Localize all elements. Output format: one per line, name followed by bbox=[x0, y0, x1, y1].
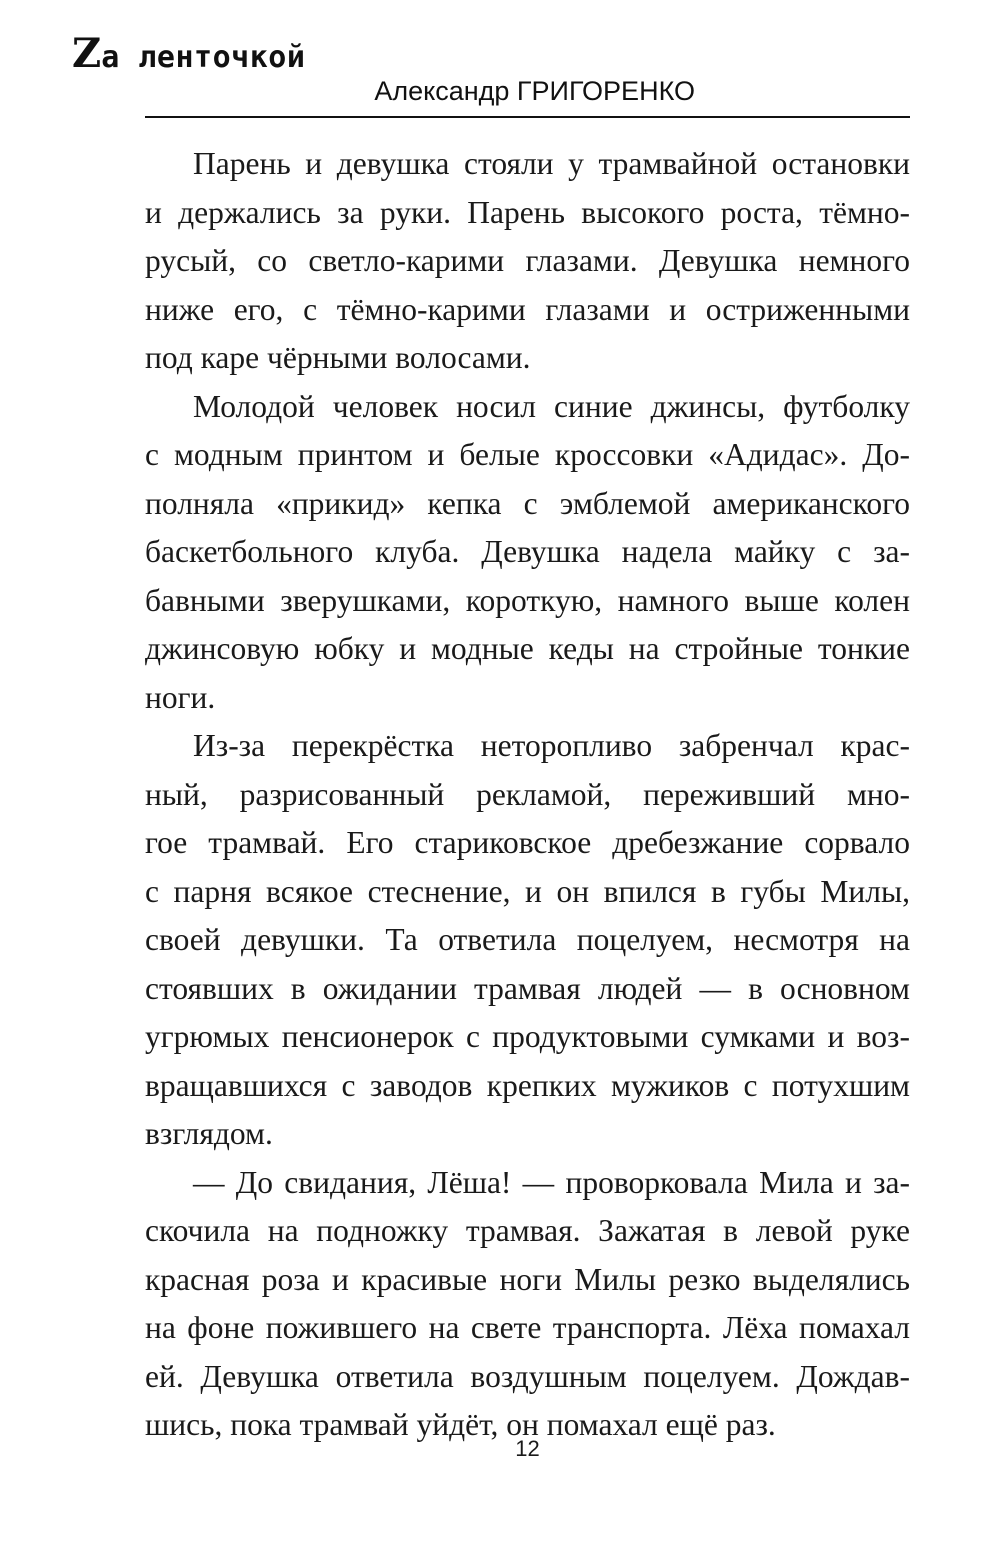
text-line: угрюмых пенсионерок с продуктовыми сумками и воз- bbox=[145, 1019, 910, 1054]
book-title-rest: а ленточкой bbox=[101, 40, 306, 75]
text-line: Из-за перекрёстка неторопливо забренчал крас- bbox=[193, 728, 910, 763]
text-line: джинсовую юбку и модные кеды на стройные тонкие bbox=[145, 631, 910, 666]
text-line: взглядом. bbox=[145, 1116, 273, 1151]
text-line: вращавшихся с заводов крепких мужиков с потухшим bbox=[145, 1067, 910, 1103]
book-title bbox=[72, 30, 305, 77]
paragraph bbox=[145, 1159, 910, 1450]
paragraph bbox=[145, 140, 910, 383]
paragraph bbox=[145, 722, 910, 1159]
text-line: красная роза и красивые ноги Милы резко выделялись bbox=[145, 1261, 910, 1297]
page-number: 12 bbox=[515, 1436, 540, 1461]
text-line: с парня всякое стеснение, и он впился в губы Милы, bbox=[145, 873, 910, 909]
header-divider bbox=[145, 116, 910, 118]
text-line: шись, пока трамвай уйдёт, он помахал ещё раз. bbox=[145, 1407, 776, 1442]
text-line: ниже его, с тёмно-карими глазами и остриженными bbox=[145, 291, 910, 327]
text-line: бавными зверушками, короткую, намного выше колен bbox=[145, 582, 910, 618]
paragraph bbox=[145, 383, 910, 723]
text-line: баскетбольного клуба. Девушка надела майку с за- bbox=[145, 534, 910, 569]
text-line: скочила на подножку трамвая. Зажатая в левой руке bbox=[145, 1213, 910, 1248]
text-line: Парень и девушка стояли у трамвайной остановки bbox=[193, 146, 910, 181]
text-line: Молодой человек носил синие джинсы, футболку bbox=[193, 388, 910, 424]
text-line: ей. Девушка ответила воздушным поцелуем. Дождав- bbox=[145, 1358, 910, 1394]
book-title-initial: Z bbox=[72, 30, 100, 77]
text-line: ный, разрисованный рекламой, переживший мно- bbox=[145, 776, 910, 812]
text-line: ноги. bbox=[145, 679, 216, 715]
text-line: русый, со светло-карими глазами. Девушка немного bbox=[145, 243, 910, 278]
text-line: своей девушки. Та ответила поцелуем, несмотря на bbox=[145, 922, 910, 957]
text-line: стоявших в ожидании трамвая людей — в основном bbox=[145, 970, 910, 1006]
text-line: полняла «прикид» кепка с эмблемой американского bbox=[145, 485, 910, 521]
text-line: под каре чёрными волосами. bbox=[145, 340, 531, 375]
text-line: на фоне пожившего на свете транспорта. Лёха помахал bbox=[145, 1310, 910, 1345]
body-text bbox=[145, 140, 910, 1450]
author-name: Александр ГРИГОРЕНКО bbox=[374, 76, 695, 106]
text-line: — До свидания, Лёша! — проворковала Мила и за- bbox=[193, 1164, 910, 1200]
text-line: гое трамвай. Его стариковское дребезжание сорвало bbox=[145, 825, 910, 860]
text-line: и держались за руки. Парень высокого роста, тёмно- bbox=[145, 194, 910, 230]
text-line: с модным принтом и белые кроссовки «Адидас». До- bbox=[145, 437, 910, 472]
